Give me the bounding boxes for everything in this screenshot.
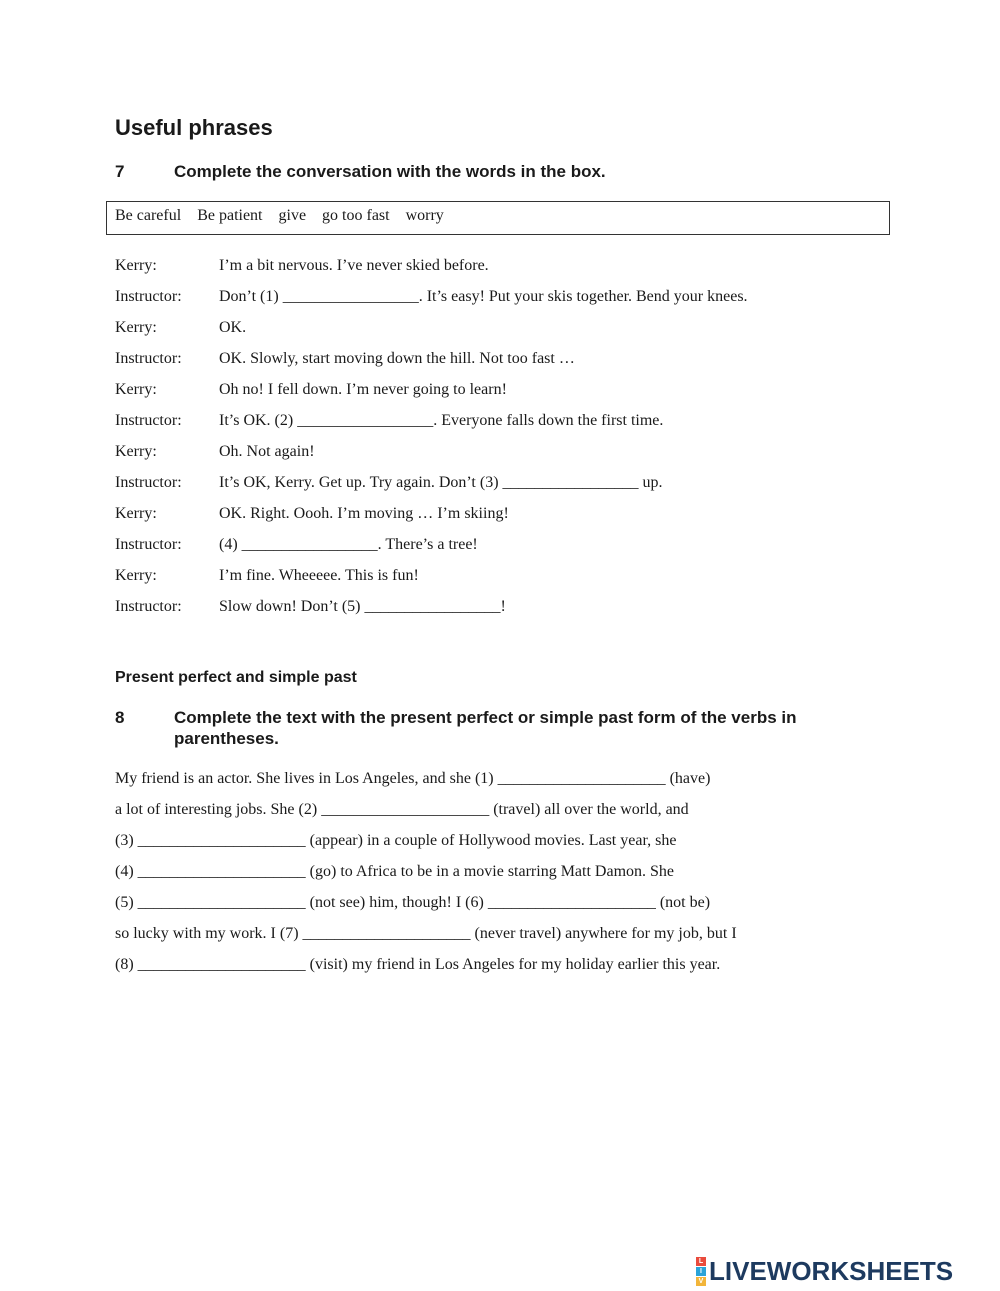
speaker-label: Instructor: [115,536,182,553]
speaker-label: Kerry: [115,443,157,460]
passage-line[interactable]: (8) _____________________ (visit) my friend in Los Angeles for my holiday earlier this year. [115,956,721,973]
speaker-label: Kerry: [115,319,157,336]
dialogue-line [115,252,875,283]
dialogue-text: I’m a bit nervous. I’ve never skied before. [219,257,489,274]
dialogue-line [115,562,875,593]
section-title-present-perfect: Present perfect and simple past [115,669,357,686]
dialogue-text: OK. [219,319,247,336]
dialogue-text: I’m fine. Wheeeee. This is fun! [219,567,419,584]
dialogue-line [115,314,875,345]
word-box-item: Be patient [197,207,263,224]
speaker-label: Instructor: [115,350,182,367]
speaker-label: Instructor: [115,412,182,429]
logo-block: V [696,1277,706,1286]
dialogue-line [115,345,875,376]
passage-line[interactable]: so lucky with my work. I (7) _____________________ (never travel) anywhere for my job, but I [115,925,737,942]
dialogue-text[interactable]: (4) _________________. There’s a tree! [219,536,478,553]
logo-block: I [696,1267,706,1276]
section-title-useful-phrases: Useful phrases [115,115,273,140]
speaker-label: Kerry: [115,505,157,522]
passage-line[interactable]: My friend is an actor. She lives in Los Angeles, and she (1) _____________________ (have) [115,770,711,787]
passage-line[interactable]: (3) _____________________ (appear) in a couple of Hollywood movies. Last year, she [115,832,677,849]
dialogue-text: Oh no! I fell down. I’m never going to learn! [219,381,507,398]
passage-line[interactable]: (4) _____________________ (go) to Africa to be in a movie starring Matt Damon. She [115,863,675,880]
liveworksheets-logo[interactable] [696,1256,953,1286]
dialogue-line [115,283,875,314]
dialogue-line [115,593,875,624]
logo-block: L [696,1257,706,1266]
speaker-label: Kerry: [115,257,157,274]
speaker-label: Kerry: [115,567,157,584]
dialogue-line [115,469,875,500]
word-box-item: Be careful [115,207,182,224]
word-box [106,201,890,235]
speaker-label: Instructor: [115,598,182,615]
dialogue-line [115,438,875,469]
logo-text: LIVEWORKSHEETS [709,1256,954,1286]
speaker-label: Instructor: [115,288,182,305]
exercise-instruction: Complete the text with the present perfect or simple past form of the verbs in parentheses. [174,708,797,748]
dialogue-line [115,407,875,438]
dialogue-line [115,531,875,562]
dialogue-text: Oh. Not again! [219,443,315,460]
dialogue-line [115,500,875,531]
word-box-item: go too fast [322,207,390,224]
word-box-item: give [278,207,307,224]
dialogue-text: OK. Right. Oooh. I’m moving … I’m skiing! [219,505,509,522]
passage-line[interactable]: a lot of interesting jobs. She (2) _____________________ (travel) all over the world, and [115,801,689,818]
speaker-label: Kerry: [115,381,157,398]
dialogue-text[interactable]: It’s OK, Kerry. Get up. Try again. Don’t (3) _________________ up. [219,474,663,491]
gap-fill-passage [115,765,835,982]
passage-line[interactable]: (5) _____________________ (not see) him, though! I (6) _____________________ (not be) [115,894,711,911]
dialogue-text: OK. Slowly, start moving down the hill. Not too fast … [219,350,575,367]
exercise-instruction: Complete the conversation with the words in the box. [174,162,606,181]
logo-blocks-icon [696,1257,706,1286]
conversation [115,252,875,624]
speaker-label: Instructor: [115,474,182,491]
dialogue-text[interactable]: Slow down! Don’t (5) _________________! [219,598,506,615]
dialogue-text[interactable]: Don’t (1) _________________. It’s easy! Put your skis together. Bend your knees. [219,288,748,305]
exercise-number: 8 [115,708,125,727]
dialogue-line [115,376,875,407]
exercise-number: 7 [115,162,125,181]
dialogue-text[interactable]: It’s OK. (2) _________________. Everyone falls down the first time. [219,412,664,429]
word-box-item: worry [405,207,444,224]
